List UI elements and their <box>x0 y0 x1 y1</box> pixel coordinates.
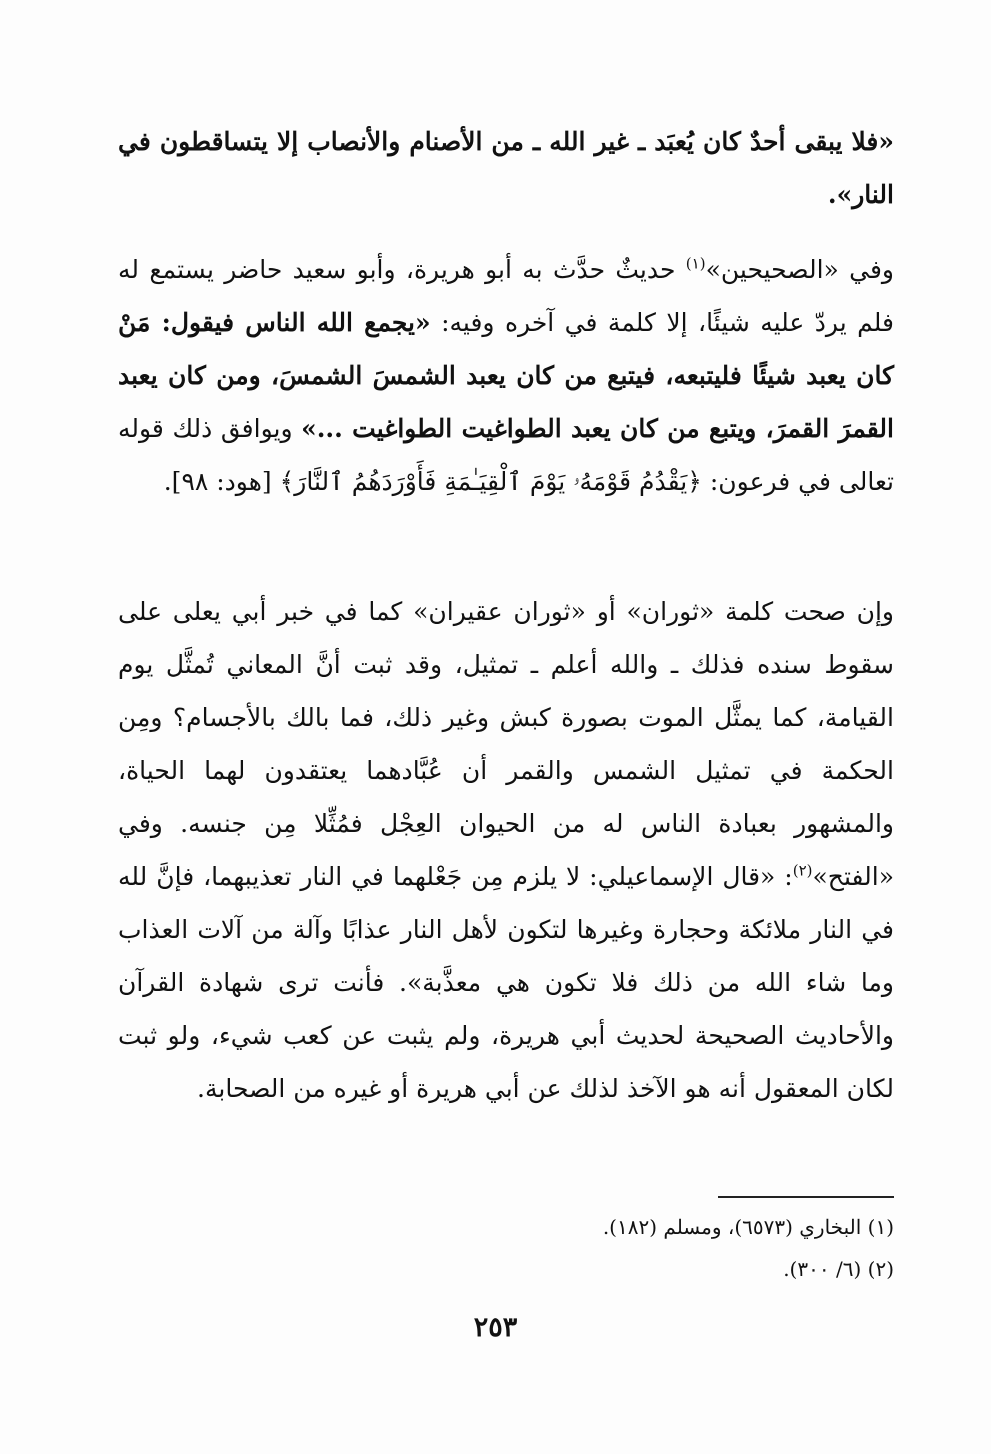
footnotes <box>118 1206 894 1290</box>
footnote-1: (١) البخاري (٦٥٧٣)، ومسلم (١٨٢). <box>602 1215 894 1239</box>
paragraph-2-text-a: حديثٌ حدَّث به أبو هريرة، وأبو سعيد حاضر يستمع له فلم يردّ عليه شيئًا، إلا كلمة في آخره وفيه: <box>118 255 894 337</box>
paragraph-1-text: «فلا يبقى أحدٌ كان يُعبَد ـ غير الله ـ من الأصنام والأنصاب إلا يتساقطون في النار». <box>118 127 894 209</box>
paragraph-3-text-b: : «قال الإسماعيلي: لا يلزم مِن جَعْلهما في النار تعذيبهما، فإنَّ لله في النار ملائكة وحجارة وغيرها لتكون لأهل النار عذابًا وآلة من آلات العذاب وما شاء الله من ذلك فلا تكون هي معذَّبة». فأنت ترى شهادة القرآن والأحاديث الصحيحة لحديث أبي هريرة، ولم يثبت عن كعب شيء، ولو ثبت لكان المعقول أنه هو الآخذ لذلك عن أبي هريرة أو غيره من الصحابة. <box>118 862 894 1103</box>
hadith-quote: «يجمع الله الناس فيقول: مَنْ كان يعبد شيئًا فليتبعه، فيتبع من كان يعبد الشمسَ الشمسَ، ومن كان يعبد القمرَ القمرَ، ويتبع من كان يعبد الطواغيت الطواغيت ...» <box>118 308 894 443</box>
footnote-ref-2: (٢) <box>792 861 813 880</box>
quran-verse: ﴿يَقْدُمُ قَوْمَهُۥ يَوْمَ ٱلْقِيَـٰمَةِ فَأَوْرَدَهُمُ ٱلنَّارَ﴾ <box>279 467 702 496</box>
paragraph-3-text-a: وإن صحت كلمة «ثوران» أو «ثوران عقيران» كما في خبر أبي يعلى على سقوط سنده فذلك ـ والله أعلم ـ تمثيل، وقد ثبت أنَّ المعاني تُمثَّل يوم القيامة، كما يمثَّل الموت بصورة كبش وغير ذلك، فما بالك بالأجسام؟ ومِن الحكمة في تمثيل الشمس والقمر أن عُبَّادهما يعتقدون لهما الحياة، والمشهور بعبادة الناس له من الحيوان العِجْل فمُثِّلا مِن جنسه. وفي «الفتح» <box>118 597 894 891</box>
paragraph-2-intro: وفي «الصحيحين» <box>705 255 894 284</box>
paragraph-1 <box>118 115 894 221</box>
footnote-ref-1: (١) <box>685 254 706 273</box>
paragraph-2-text <box>118 243 894 508</box>
page-number: ٢٥٣ <box>473 1312 518 1343</box>
paragraph-3-text <box>118 585 894 1115</box>
footnote-2: (٢) (٦/ ٣٠٠). <box>783 1257 894 1281</box>
paragraph-3 <box>118 585 894 1115</box>
paragraph-2 <box>118 243 894 508</box>
paragraph-2-text-b: ويوافق ذلك قوله تعالى في فرعون: <box>118 414 894 496</box>
footnote-divider <box>718 1196 894 1198</box>
verse-citation: [هود: ٩٨]. <box>163 467 280 496</box>
